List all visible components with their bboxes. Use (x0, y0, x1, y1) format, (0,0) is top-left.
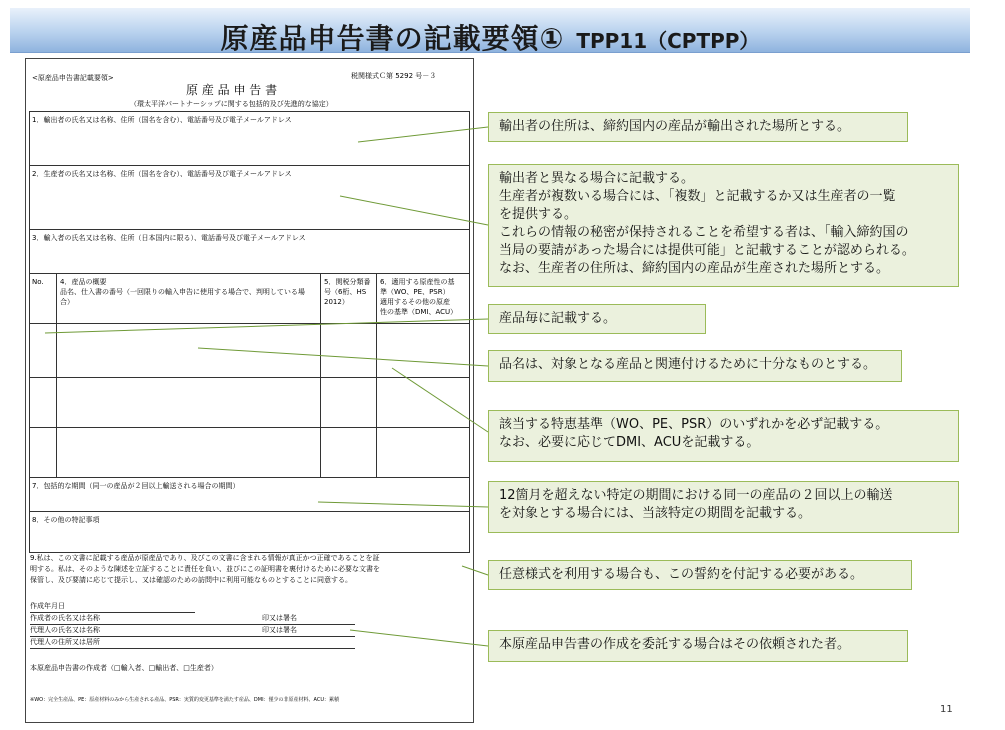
callout-line: 任意様式を利用する場合も、この誓約を付記する必要がある。 (499, 567, 864, 582)
callout-line: 本原産品申告書の作成を委託する場合はその依頼された者。 (499, 637, 851, 652)
callout-agent (488, 630, 908, 662)
creator-checkboxes: 本原産品申告書の作成者（□輸入者、□輸出者、□生産者） (30, 664, 218, 672)
callout-product-name (488, 350, 902, 382)
callout-line: 産品毎に記載する。 (499, 311, 617, 326)
callout-line: なお、生産者の住所は、締約国内の産品が生産された場所とする。 (499, 261, 890, 276)
callout-line: 輸出者と異なる場合に記載する。 (499, 171, 695, 186)
field-3-importer: 3．輸入者の氏名又は名称、住所（日本国内に限る）、電話番号及び電子メールアドレス (32, 234, 306, 242)
leader-line (318, 502, 488, 507)
col-6-line1: 6．適用する原産性の基 (380, 278, 455, 286)
declaration-line3: 保管し、及び要請に応じて提示し、又は確認のための訪問中に利用可能なものとすることに同意する。 (30, 576, 352, 584)
form-number: 税関様式Ｃ第 5292 号－３ (351, 72, 437, 80)
col-6-line2: 準（WO、PE、PSR） (380, 288, 450, 296)
callout-line: 当局の要請があった場合には提供可能」と記載することが認められる。 (499, 243, 915, 258)
sign-date: 作成年月日 (30, 602, 65, 610)
callout-line: を対象とする場合には、当該特定の期間を記載する。 (499, 506, 812, 521)
col-no-header: No. (32, 278, 44, 286)
sign-author: 作成者の氏名又は名称 (30, 614, 100, 622)
form-subtitle: （環太平洋パートナーシップに関する包括的及び先進的な協定） (130, 100, 333, 108)
leader-line (350, 630, 488, 646)
callout-line: なお、必要に応じてDMI、ACUを記載する。 (499, 435, 760, 450)
col-6-line4: 性の基準（DMI、ACU） (380, 308, 458, 316)
form-corner-label: <原産品申告書記載要領> (32, 74, 114, 82)
callout-line: 輸出者の住所は、締約国内の産品が輸出された場所とする。 (499, 119, 851, 134)
callout-line: 品名は、対象となる産品と関連付けるために十分なものとする。 (499, 357, 877, 372)
sign-seal-2: 印又は署名 (262, 626, 297, 634)
callout-blanket-period (488, 481, 959, 533)
title-sub: TPP11（CPTPP） (576, 29, 760, 53)
leader-line (358, 127, 488, 142)
field-2-producer: 2．生産者の氏名又は名称、住所（国名を含む）、電話番号及び電子メールアドレス (32, 170, 292, 178)
col-4-title: 4．産品の概要 (60, 278, 107, 286)
page-number: 11 (940, 704, 953, 715)
callout-declaration (488, 560, 912, 590)
col-5-header: 5．関税分類番号（6桁、HS 2012） (324, 278, 371, 306)
callout-line: 該当する特恵基準（WO、PE、PSR）のいずれかを必ず記載する。 (499, 417, 889, 432)
leader-line (462, 566, 488, 575)
callout-criteria (488, 410, 959, 462)
field-8-remarks: 8．その他の特記事項 (32, 516, 100, 524)
title-main: 原産品申告書の記載要領① (220, 22, 565, 55)
form-title: 原 産 品 申 告 書 (186, 83, 278, 97)
field-7-blanket-period: 7．包括的な期間（同一の産品が２回以上輸送される場合の期間） (32, 482, 240, 490)
declaration-line2: 明する。私は、そのような陳述を立証することに責任を負い、並びにこの証明書を裏付けるために必要な文書を (30, 565, 380, 573)
footnote: ※WO：完全生産品、PE：原産材料のみから生産される産品、PSR：実質的変更基準を満たす産品、DMI：僅少の非原産材料、ACU：累積 (30, 697, 340, 703)
leader-line (392, 368, 488, 432)
callout-per-product (488, 304, 706, 334)
declaration-line1: 9.私は、この文書に記載する産品が原産品であり、及びこの文書に含まれる情報が真正かつ正確であることを証 (30, 554, 380, 562)
leader-line (45, 319, 488, 333)
callout-line: これらの情報の秘密が保持されることを希望する者は、「輸入締約国の (499, 225, 909, 240)
callout-line: 生産者が複数いる場合には、「複数」と記載するか又は生産者の一覧 (499, 189, 896, 204)
callout-exporter-address (488, 112, 908, 142)
callout-line: 12箇月を超えない特定の期間における同一の産品の２回以上の輸送 (499, 488, 893, 503)
sign-agent: 代理人の氏名又は名称 (30, 626, 100, 634)
leader-line (198, 348, 488, 366)
sign-agent-address: 代理人の住所又は居所 (30, 638, 100, 646)
leader-line (340, 196, 488, 225)
callout-line: を提供する。 (499, 207, 578, 222)
col-6-line3: 適用するその他の原産 (380, 298, 450, 306)
callout-producer (488, 164, 959, 287)
col-4-desc: 品名、仕入書の番号（一回限りの輸入申告に使用する場合で、判明している場合） (60, 288, 305, 306)
sign-seal-1: 印又は署名 (262, 614, 297, 622)
field-1-exporter: 1．輸出者の氏名又は名称、住所（国名を含む）、電話番号及び電子メールアドレス (32, 116, 292, 124)
